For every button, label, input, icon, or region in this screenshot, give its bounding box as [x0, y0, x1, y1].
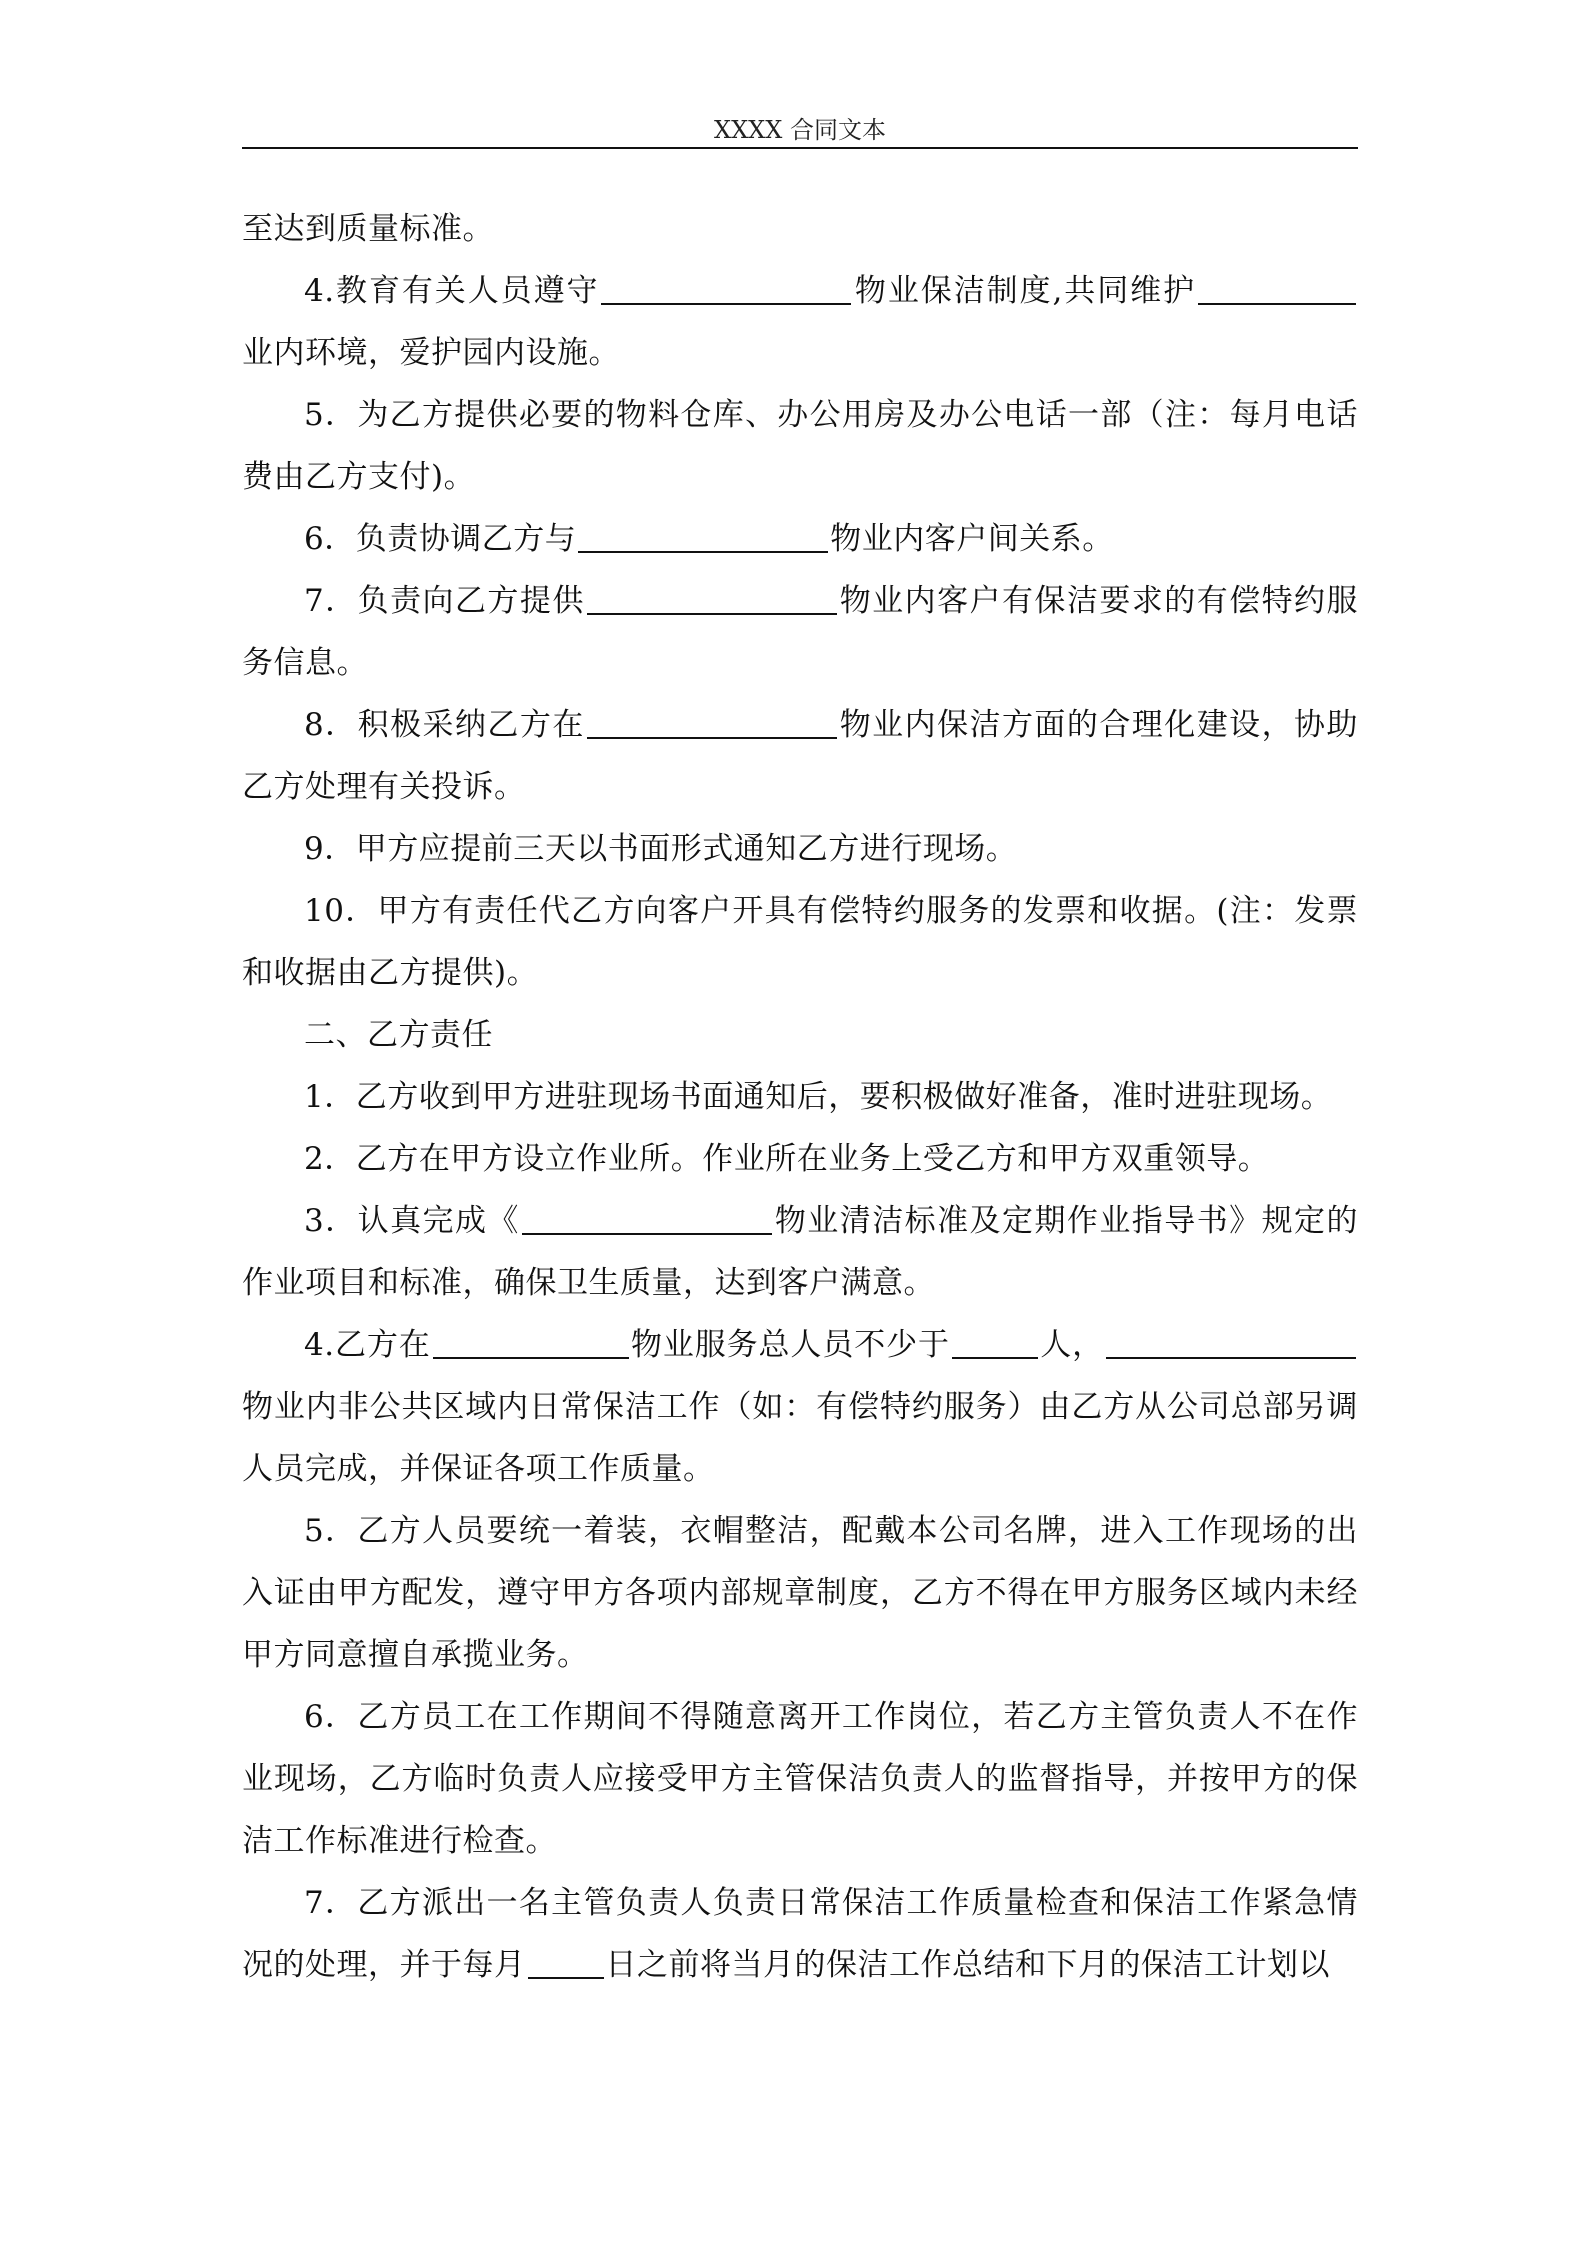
fill-blank-line	[1106, 1325, 1356, 1359]
paragraph-party-b-clause-7	[242, 1872, 1358, 1996]
clause-text: 物业内客户间关系。	[830, 521, 1114, 557]
fill-blank-line	[601, 271, 851, 305]
paragraph-party-b-clause-5: 5．乙方人员要统一着装，衣帽整洁，配戴本公司名牌，进入工作现场的出入证由甲方配发，遵守甲方各项内部规章制度，乙方不得在甲方服务区域内未经甲方同意擅自承揽业务。	[242, 1513, 1358, 1673]
header-divider	[242, 147, 1358, 149]
fill-blank-line	[587, 581, 837, 615]
clause-text: 7．乙方派出一名主管负责人负责日常保洁工作质量检查和保洁工作紧急情况的处理，并于每月	[242, 1885, 1358, 1983]
clause-text: 物业服务总人员不少于	[630, 1327, 950, 1363]
clause-text: 业内环境，爱护园内设施。	[242, 335, 620, 371]
contract-body	[242, 198, 1358, 1996]
paragraph-clause-5-office: 5．为乙方提供必要的物料仓库、办公用房及办公电话一部（注：每月电话费由乙方支付)。	[242, 397, 1358, 495]
fill-blank-line	[433, 1325, 629, 1359]
clause-text: 4.教育有关人员遵守	[304, 273, 600, 309]
paragraph-party-b-clause-3	[242, 1190, 1358, 1314]
clause-text: 6．负责协调乙方与	[304, 521, 577, 557]
clause-text: 8．积极采纳乙方在	[304, 707, 585, 743]
fill-blank-line	[528, 1945, 604, 1979]
paragraph-clause-7-information	[242, 570, 1358, 694]
fill-blank-line	[587, 705, 837, 739]
paragraph-party-b-clause-4	[242, 1314, 1358, 1500]
paragraph-clause-9-notice: 9．甲方应提前三天以书面形式通知乙方进行现场。	[304, 831, 1018, 867]
clause-text: 物业保洁制度,共同维护	[853, 273, 1197, 309]
clause-text: 物业清洁标准及定期作业指导书》规定的作业项目和标准，确保卫生质量，达到客户满意。	[242, 1203, 1358, 1301]
fill-blank-line	[952, 1325, 1038, 1359]
page-header-title: XXXX 合同文本	[714, 116, 886, 144]
clause-text: 4.乙方在	[304, 1327, 431, 1363]
section-heading-party-b: 二、乙方责任	[304, 1017, 493, 1053]
paragraph-clause-10-invoice: 10．甲方有责任代乙方向客户开具有偿特约服务的发票和收据。(注：发票和收据由乙方提供)。	[242, 893, 1358, 991]
fill-blank-line	[1198, 271, 1356, 305]
clause-text: 7．负责向乙方提供	[304, 583, 585, 619]
paragraph-party-b-clause-6: 6．乙方员工在工作期间不得随意离开工作岗位，若乙方主管负责人不在作业现场，乙方临时负责人应接受甲方主管保洁负责人的监督指导，并按甲方的保洁工作标准进行检查。	[242, 1699, 1358, 1859]
paragraph-clause-6-coordination	[242, 508, 1358, 570]
clause-text: 物业内非公共区域内日常保洁工作（如：有偿特约服务）由乙方从公司总部另调人员完成，并保证各项工作质量。	[242, 1389, 1358, 1487]
paragraph-party-b-clause-1: 1．乙方收到甲方进驻现场书面通知后，要积极做好准备，准时进驻现场。	[304, 1079, 1333, 1115]
fill-blank-line	[578, 519, 828, 553]
clause-text: 日之前将当月的保洁工作总结和下月的保洁工计划以	[605, 1947, 1330, 1983]
fill-blank-line	[522, 1201, 772, 1235]
clause-text: 3．认真完成《	[304, 1203, 520, 1239]
paragraph-party-b-clause-2: 2．乙方在甲方设立作业所。作业所在业务上受乙方和甲方双重领导。	[304, 1141, 1270, 1177]
clause-text: 物业内保洁方面的合理化建设，协助乙方处理有关投诉。	[242, 707, 1358, 805]
clause-text: 物业内客户有保洁要求的有偿特约服务信息。	[242, 583, 1358, 681]
paragraph-clause-4-education	[242, 260, 1358, 384]
paragraph-quality-standard: 至达到质量标准。	[242, 211, 494, 247]
clause-text: 人，	[1039, 1327, 1105, 1363]
paragraph-clause-8-suggestions	[242, 694, 1358, 818]
